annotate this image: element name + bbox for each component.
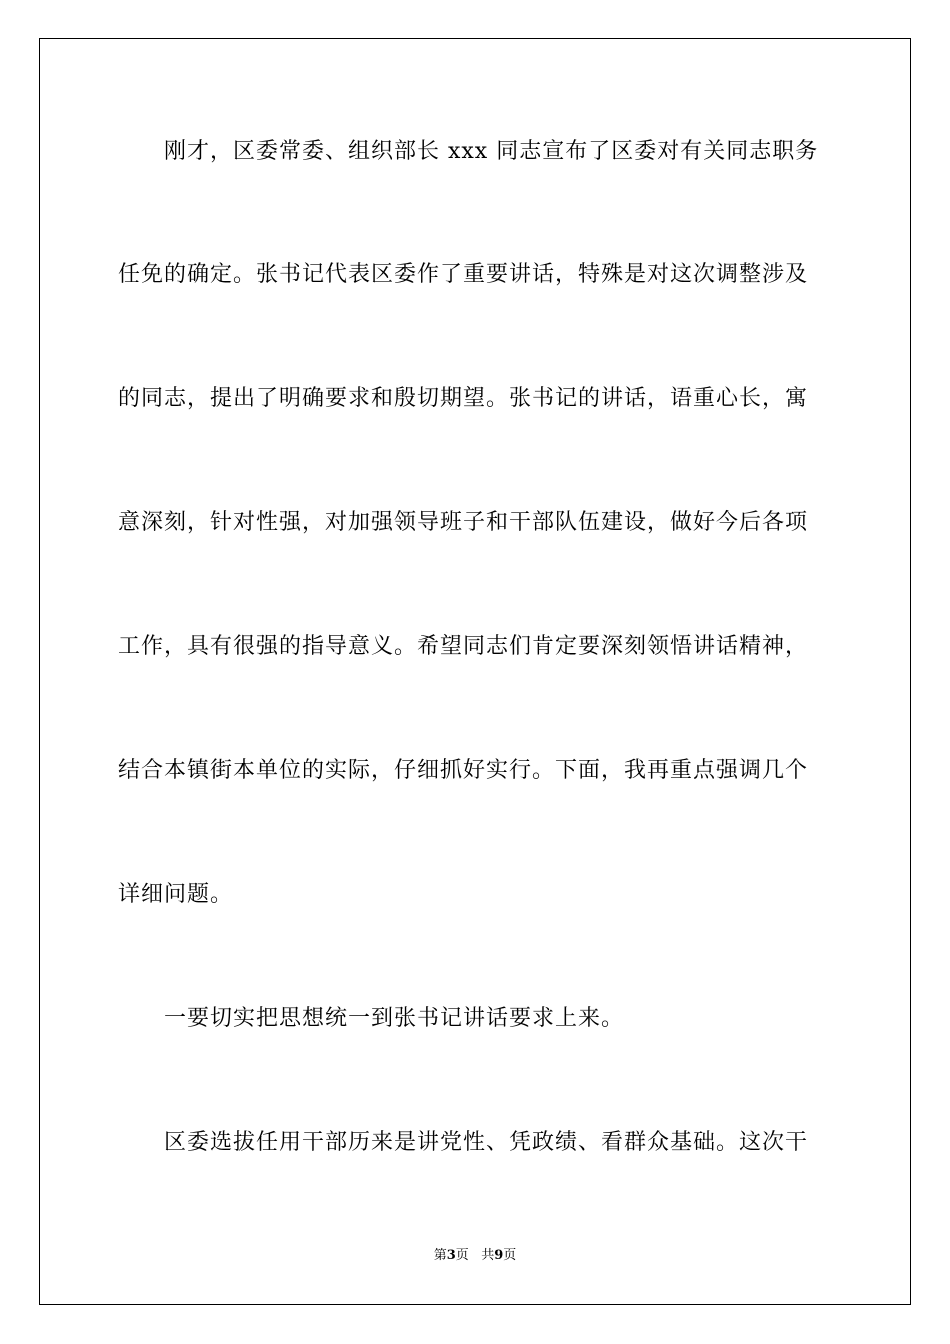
- page-footer: [0, 1247, 950, 1265]
- paragraph-line: 的同志，提出了明确要求和殷切期望。张书记的讲话，语重心长，寓: [118, 386, 809, 411]
- paragraph-line: 刚才，区委常委、组织部长 xxx 同志宣布了区委对有关同志职务: [164, 139, 819, 164]
- page-suffix: 页: [455, 1248, 469, 1263]
- page-number: 3: [446, 1248, 456, 1263]
- paragraph-line: 结合本镇街本单位的实际，仔细抓好实行。下面，我再重点强调几个: [118, 758, 809, 783]
- paragraph-line: 详细问题。: [118, 882, 234, 907]
- total-pages: 9: [494, 1248, 504, 1263]
- total-suffix: 页: [503, 1248, 517, 1263]
- page-prefix: 第: [433, 1248, 447, 1263]
- paragraph-line: 工作，具有很强的指导意义。希望同志们肯定要深刻领悟讲话精神，: [118, 634, 809, 659]
- paragraph-line: 一要切实把思想统一到张书记讲话要求上来。: [164, 1006, 625, 1031]
- total-prefix: 共: [481, 1248, 495, 1263]
- paragraph-line: 任免的确定。张书记代表区委作了重要讲话，特殊是对这次调整涉及: [118, 262, 809, 287]
- paragraph-line: 区委选拔任用干部历来是讲党性、凭政绩、看群众基础。这次干: [164, 1130, 809, 1155]
- page-border: [39, 38, 911, 1305]
- paragraph-line: 意深刻，针对性强，对加强领导班子和干部队伍建设，做好今后各项: [118, 510, 809, 535]
